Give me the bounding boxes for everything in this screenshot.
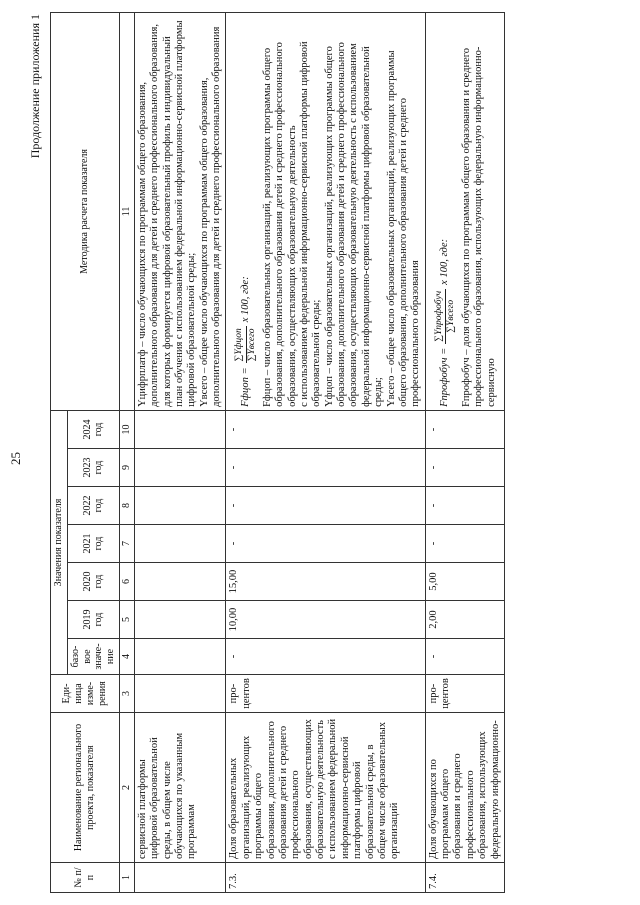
value-cell [134,449,226,487]
formula-denominator: ∑Yвсего [246,328,257,362]
row-number [134,863,226,893]
method-text: Yцифрплатф – число обучающихся по программам общего образования, дополнительного образования для детей и среднего профессионального образования, для которых формируется цифровой образовательный профиль и индивидуальный план обучения с использованием федеральной информационно-сервисной платформы цифровой образовательной среды; [136,20,198,407]
indicator-name: Доля образовательных организаций, реализующих программы общего образования, дополнительного образования детей и среднего профессионального образования, осуществляющих образовательную деятельность с использованием федеральной информационно-сервисной платформы цифровой образовательной среды, в общем числе образовательных организаций [226,713,425,863]
value-cell: - [425,449,504,487]
value-cell: - [425,525,504,563]
value-cell: - [226,639,425,675]
value-cell: 15,00 [226,563,425,601]
indicator-name: Доля обучающихся по программам общего образования и среднего профессионального образования, использующих федеральную информационно- [425,713,504,863]
formula-lhs: Fфцоп = [239,367,251,407]
value-cell: - [226,525,425,563]
value-cell: 2,00 [425,601,504,639]
value-cell [134,410,226,448]
page-number: 25 [8,452,23,465]
unit-cell: про- центов [226,675,425,713]
column-number: 3 [119,675,134,713]
row-number: 7.3. [226,863,425,893]
value-cell [134,563,226,601]
column-number: 5 [119,601,134,639]
formula-fraction [234,326,257,363]
column-number: 6 [119,563,134,601]
header-year: 2023 год [67,449,119,487]
header-values-group: Значения показателя [51,410,68,674]
formula [234,276,257,407]
method-text: Yфцоп – число образовательных организаций, реализующих программы общего образования, дополнительного образования детей и среднего профессионального образования, осуществляющих образовательную деятельность с использованием федеральной информационно-сервисной платформы цифровой образовательной среды; [323,42,385,407]
value-cell: - [226,487,425,525]
unit-cell: про- центов [425,675,504,713]
method-text: Fпрофобуч – доля обучающихся по программам общего образования и среднего профессионального образования, использующих федеральную информационно-сервисную [461,46,497,407]
formula-rhs: x 100, где: [239,276,251,323]
header-year: 2019 год [67,601,119,639]
appendix-continuation-label: Продолжение приложения 1 [28,14,42,159]
table-row [425,12,504,892]
method-text: Fфцоп – число образовательных организаций, реализующих программы общего образования, дополнительного образования детей и среднего профессионального образования, осуществляющих образовательную деятельность [261,42,298,407]
value-cell: 5,00 [425,563,504,601]
value-cell: - [425,410,504,448]
value-cell [134,487,226,525]
header-name: Наименование регионального проекта, показателя [51,713,120,863]
formula-fraction [434,289,457,344]
column-number: 8 [119,487,134,525]
value-cell: 10,00 [226,601,425,639]
row-number: 7.4. [425,863,504,893]
column-number: 10 [119,410,134,448]
column-number: 11 [119,12,134,410]
header-base-value: базо- вое значе- ние [67,639,119,675]
header-method: Методика расчета показателя [51,12,120,410]
formula-rhs: x 100, где: [439,238,451,285]
formula [434,239,457,407]
column-number: 9 [119,449,134,487]
value-cell: - [425,639,504,675]
unit-cell [134,675,226,713]
value-cell: - [226,449,425,487]
formula-denominator: ∑Yвсего [445,299,456,333]
header-year: 2024 год [67,410,119,448]
method-text: Yвсего – общее число обучающихся по программам общего образования, дополнительного образования для детей и среднего профессионального образования [198,26,223,407]
method-text: с использованием федеральной информационно-сервисной платформы цифровой образовательной среды; [298,41,323,407]
header-year: 2022 год [67,487,119,525]
column-number: 4 [119,639,134,675]
value-cell [134,639,226,675]
method-cell [134,12,226,410]
value-cell [134,601,226,639]
column-number: 7 [119,525,134,563]
header-unit: Еди- ница изме- рения [51,675,120,713]
table-row [226,12,425,892]
column-number-row [119,12,134,892]
column-number: 1 [119,863,134,893]
indicators-table [50,12,505,893]
table-row [134,12,226,892]
value-cell: - [425,487,504,525]
formula-lhs: Fпрофобуч = [439,347,451,407]
method-cell [425,12,504,410]
value-cell: - [226,410,425,448]
column-number: 2 [119,713,134,863]
header-year: 2020 год [67,563,119,601]
formula-numerator: ∑Yпрофобуч [434,289,446,344]
indicator-name: сервисной платформы цифровой образовательной среды, в общем числе обучающихся по указанным программам [134,713,226,863]
header-year: 2021 год [67,525,119,563]
header-number: № п/п [51,863,120,893]
method-cell [226,12,425,410]
value-cell [134,525,226,563]
method-text: Yвсего – общее число образовательных организаций, реализующих программы общего образования, дополнительного образования детей и среднего профессионального образования [385,50,422,407]
formula-numerator: ∑Yфцоп [234,326,246,363]
